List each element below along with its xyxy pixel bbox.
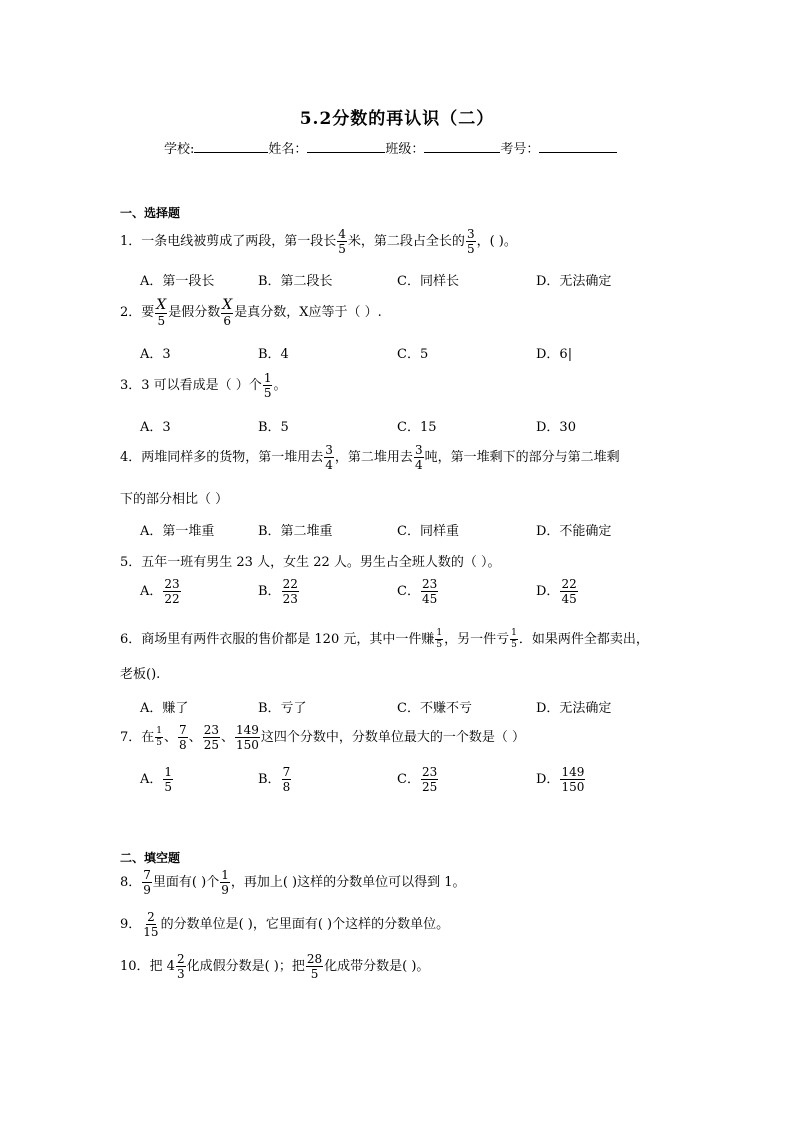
fraction: $\frac{3}{4}$ [414, 443, 423, 472]
q5-option-b[interactable]: B． $\frac{22}{23}$ [258, 577, 298, 606]
q3-option-a[interactable]: A．3 [140, 420, 171, 435]
q5-option-d[interactable]: D． $\frac{22}{45}$ [536, 577, 577, 606]
q1-option-b[interactable]: B．第二段长 [258, 274, 333, 289]
fraction: $\frac{28}{5}$ [306, 952, 323, 981]
q1-option-a[interactable]: A．第一段长 [140, 274, 215, 289]
fraction: $\frac{2}{15}$ [143, 910, 159, 939]
question-10: 10．把 4 $\frac{2}{3}$ 化成假分数是( )；把 $\frac{28}{5}$ 化成带分数是( )。 [120, 952, 430, 981]
question-9: 9． $\frac{2}{15}$ 的分数单位是( )，它里面有( )个这样的分数单位。 [120, 910, 450, 939]
fraction: $\frac{2}{3}$ [176, 952, 185, 981]
q7-option-c[interactable]: C． $\frac{23}{25}$ [397, 765, 438, 794]
q3-option-c[interactable]: C．15 [397, 420, 437, 435]
question-9-text: 9． [120, 917, 142, 932]
fraction: $\frac{23}{45}$ [421, 577, 438, 606]
fraction: $\frac{1}{9}$ [221, 868, 229, 897]
fraction: $\frac{22}{23}$ [282, 577, 298, 606]
q7-option-b[interactable]: B． $\frac{7}{8}$ [258, 765, 291, 794]
fraction: $\frac{22}{45}$ [561, 577, 577, 606]
q6-option-d[interactable]: D．无法确定 [536, 701, 612, 716]
question-3-text: 3．3 可以看成是（ ）个 [120, 378, 262, 393]
q2-option-b[interactable]: B．4 [258, 347, 289, 362]
name-blank[interactable] [307, 140, 385, 153]
q7-option-d[interactable]: D． $\frac{149}{150}$ [536, 765, 585, 794]
question-3: 3．3 可以看成是（ ）个 $\frac{1}{5}$ 。 [120, 371, 287, 400]
q2-option-d[interactable]: D．6| [536, 347, 573, 362]
fraction: $\frac{X}{5}$ [156, 297, 167, 328]
question-2-text: 2．要 [120, 305, 155, 320]
fraction: $\frac{23}{25}$ [421, 765, 438, 794]
fraction: $\frac{7}{9}$ [143, 868, 151, 897]
question-1: 1．一条电线被剪成了两段，第一段长 $\frac{4}{5}$ 米，第二段占全长的 $\frac{3}{5}$ ，( )。 [120, 227, 517, 256]
section-heading-choice: 一、选择题 [120, 206, 181, 220]
q5-option-a[interactable]: A． $\frac{23}{22}$ [140, 577, 180, 606]
q2-option-a[interactable]: A．3 [140, 347, 171, 362]
fraction: $\frac{X}{6}$ [222, 297, 233, 328]
fraction: $\frac{3}{4}$ [325, 443, 333, 472]
q1-option-d[interactable]: D．无法确定 [536, 274, 612, 289]
q6-option-b[interactable]: B．亏了 [258, 701, 307, 716]
section-heading-fill: 二、填空题 [120, 851, 181, 865]
question-6: 6．商场里有两件衣服的售价都是 120 元，其中一件赚 $\frac{1}{5}$ ，另一件亏 $\frac{1}{5}$ ．如果两件全都卖出， [120, 628, 649, 650]
q4-option-d[interactable]: D．不能确定 [536, 524, 612, 539]
fraction: $\frac{1}{5}$ [511, 628, 517, 650]
question-5-text: 5．五年一班有男生 23 人，女生 22 人。男生占全班人数的（ ）。 [120, 555, 501, 570]
q5-option-c[interactable]: C． $\frac{23}{45}$ [397, 577, 438, 606]
fraction: $\frac{3}{5}$ [466, 227, 475, 256]
question-7: 7．在 $\frac{1}{5}$ 、 $\frac{7}{8}$ 、 $\frac{23}{25}$ 、 $\frac{149}{150}$ 这四个分数中，分数单位最大的一个数是（ ） [120, 723, 526, 752]
question-6-text: 6．商场里有两件衣服的售价都是 120 元，其中一件赚 [120, 632, 435, 647]
q6-option-a[interactable]: A．赚了 [140, 701, 189, 716]
question-6-continued: 老板(). [120, 667, 161, 682]
number-blank[interactable] [539, 140, 617, 153]
q4-option-a[interactable]: A．第一堆重 [140, 524, 215, 539]
question-8-text: 8． [120, 875, 142, 890]
school-label: 学校: [164, 142, 195, 157]
question-2: 2．要 $\frac{X}{5}$ 是假分数 $\frac{X}{6}$ 是真分数，X应等于（ ）. [120, 297, 382, 328]
question-4-text: 4．两堆同样多的货物，第一堆用去 [120, 450, 324, 465]
question-4: 4．两堆同样多的货物，第一堆用去 $\frac{3}{4}$ ，第二堆用去 $\frac{3}{4}$ 吨，第一堆剩下的部分与第二堆剩 [120, 443, 620, 472]
school-blank[interactable] [194, 140, 268, 153]
name-label: 姓名： [268, 142, 308, 157]
q4-option-c[interactable]: C．同样重 [397, 524, 459, 539]
fraction: $\frac{1}{5}$ [263, 371, 272, 400]
q3-option-b[interactable]: B．5 [258, 420, 289, 435]
student-info-bar [164, 138, 617, 157]
fraction: $\frac{1}{5}$ [436, 628, 443, 650]
q6-option-c[interactable]: C．不赚不亏 [397, 701, 472, 716]
fraction: $\frac{149}{150}$ [235, 723, 259, 752]
q4-option-b[interactable]: B．第二堆重 [258, 524, 333, 539]
fraction: $\frac{7}{8}$ [179, 723, 187, 752]
fraction: $\frac{1}{5}$ [156, 726, 163, 748]
class-blank[interactable] [424, 140, 500, 153]
fraction: $\frac{1}{5}$ [164, 765, 173, 794]
question-8: 8． $\frac{7}{9}$ 里面有( )个 $\frac{1}{9}$ ，再加上( )这样的分数单位可以得到 1。 [120, 868, 466, 897]
page-title: 5.2分数的再认识（二） [299, 109, 495, 129]
question-7-text: 7．在 [120, 730, 155, 745]
q7-option-a[interactable]: A． $\frac{1}{5}$ [140, 765, 173, 794]
q3-option-d[interactable]: D．30 [536, 420, 576, 435]
fraction: $\frac{149}{150}$ [561, 765, 585, 794]
class-label: 班级： [385, 142, 425, 157]
number-label: 考号： [500, 142, 540, 157]
question-4-continued: 下的部分相比（ ） [120, 492, 229, 507]
fraction: $\frac{23}{25}$ [203, 723, 219, 752]
fraction: $\frac{7}{8}$ [282, 765, 291, 794]
q1-option-c[interactable]: C．同样长 [397, 274, 459, 289]
fraction: $\frac{4}{5}$ [338, 227, 346, 256]
q2-option-c[interactable]: C．5 [397, 347, 429, 362]
question-10-text: 10．把 4 [120, 959, 175, 974]
fraction: $\frac{23}{22}$ [164, 577, 180, 606]
question-1-text: 1．一条电线被剪成了两段，第一段长 [120, 234, 337, 249]
